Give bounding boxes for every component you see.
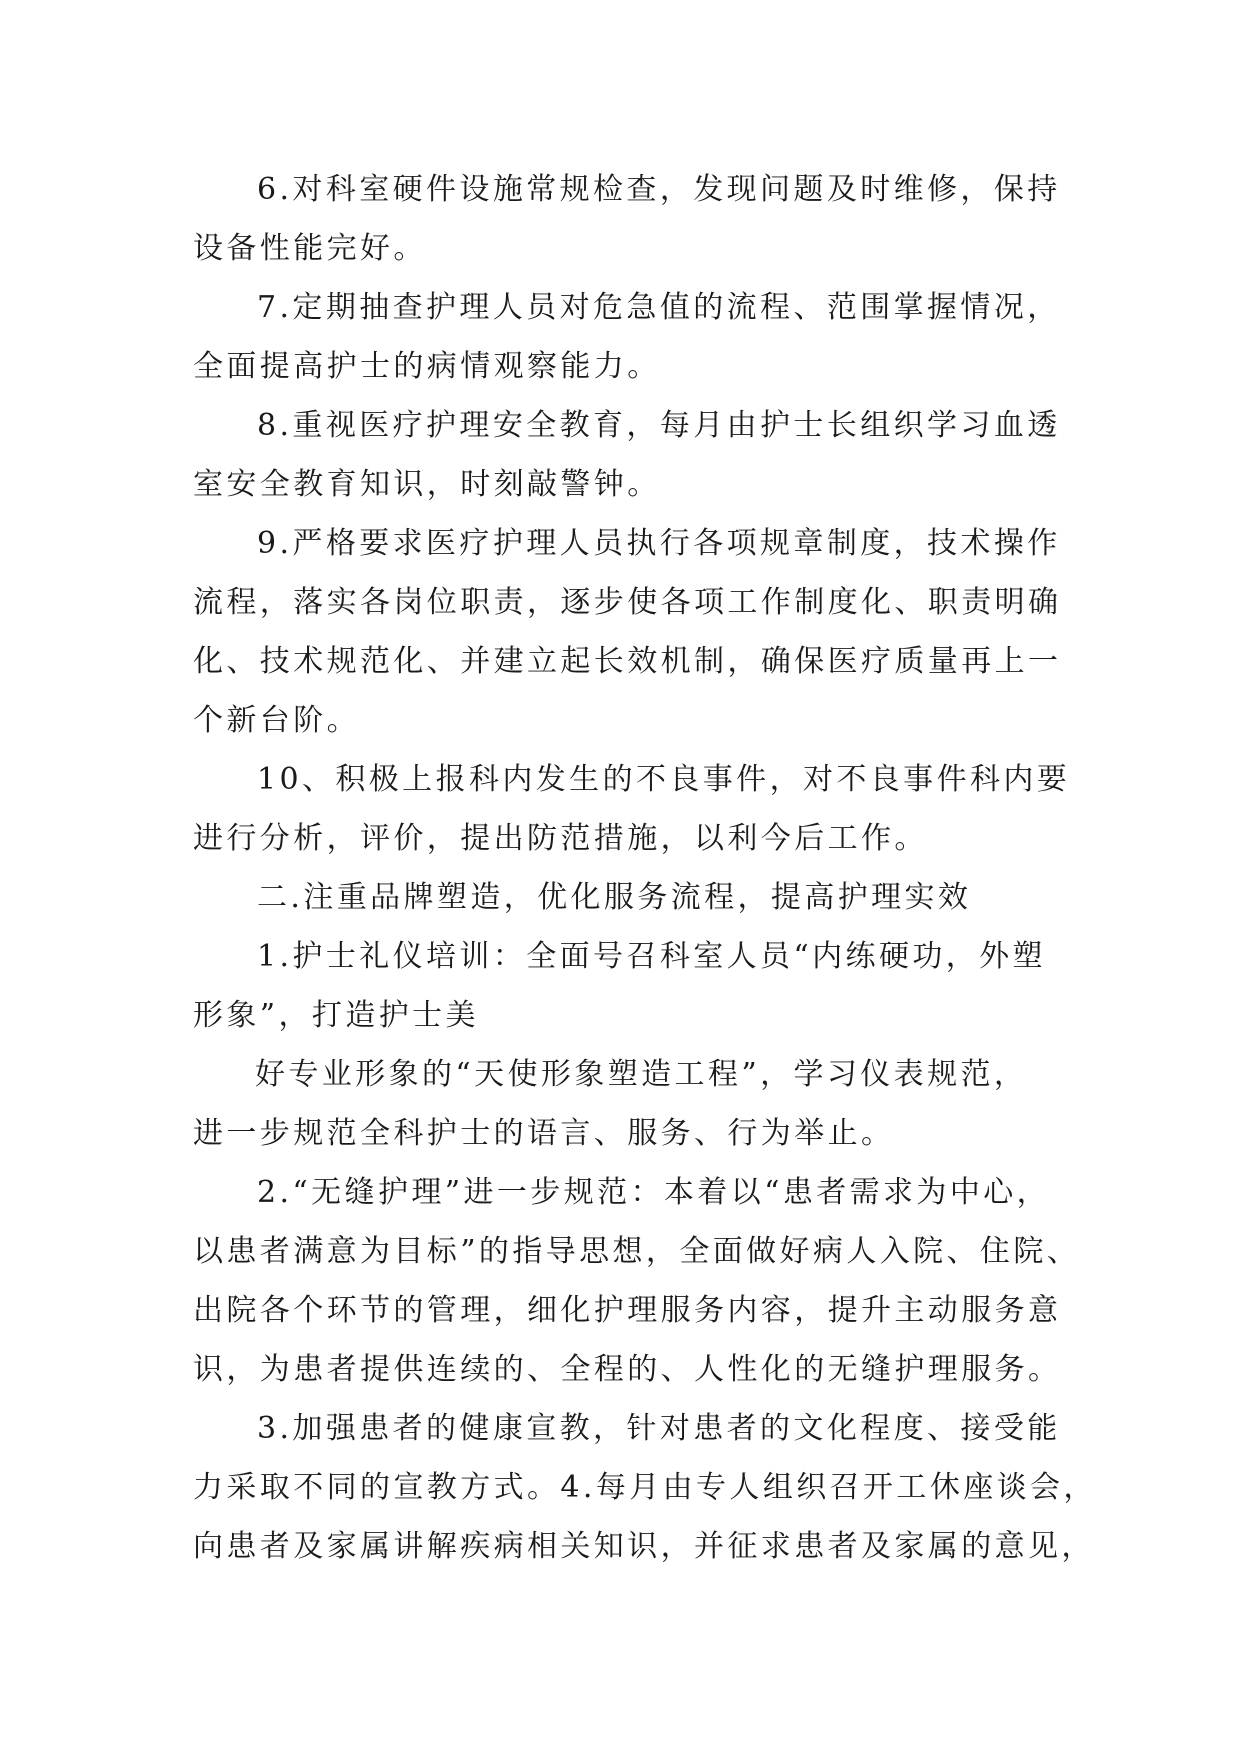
- text-line: 7.定期抽查护理人员对危急值的流程、范围掌握情况，: [257, 290, 1061, 325]
- text-line: 1.护士礼仪培训：全面号召科室人员“内练硬功，外塑: [257, 939, 1046, 974]
- text-line: 3.加强患者的健康宣教，针对患者的文化程度、接受能: [257, 1411, 1061, 1446]
- text-line: 以患者满意为目标”的指导思想，全面做好病人入院、住院、: [193, 1234, 1081, 1269]
- text-line: 个新台阶。: [193, 703, 360, 738]
- text-line: 形象”，打造护士美: [193, 998, 479, 1033]
- text-line: 出院各个环节的管理，细化护理服务内容，提升主动服务意: [193, 1293, 1062, 1328]
- text-line: 8.重视医疗护理安全教育，每月由护士长组织学习血透: [257, 408, 1061, 443]
- text-line: 进一步规范全科护士的语言、服务、行为举止。: [193, 1116, 895, 1151]
- text-line: 进行分析，评价，提出防范措施，以利今后工作。: [193, 821, 928, 856]
- text-line: 9.严格要求医疗护理人员执行各项规章制度，技术操作: [257, 526, 1061, 561]
- text-line: 力采取不同的宣教方式。4.每月由专人组织召开工休座谈会，: [193, 1470, 1097, 1505]
- section-heading: 二.注重品牌塑造，优化服务流程，提高护理实效: [257, 880, 972, 915]
- text-line: 6.对科室硬件设施常规检查，发现问题及时维修，保持: [257, 172, 1061, 207]
- text-line: 流程，落实各岗位职责，逐步使各项工作制度化、职责明确: [193, 585, 1062, 620]
- text-line: 化、技术规范化、并建立起长效机制，确保医疗质量再上一: [193, 644, 1062, 679]
- text-line: 2.“无缝护理”进一步规范：本着以“患者需求为中心，: [257, 1175, 1051, 1210]
- text-line: 识，为患者提供连续的、全程的、人性化的无缝护理服务。: [193, 1352, 1062, 1387]
- text-line: 设备性能完好。: [193, 231, 427, 266]
- text-line: 好专业形象的“天使形象塑造工程”，学习仪表规范，: [255, 1057, 1028, 1092]
- document-body: [193, 160, 1097, 1576]
- text-line: 室安全教育知识，时刻敲警钟。: [193, 467, 661, 502]
- text-line: 向患者及家属讲解疾病相关知识，并征求患者及家属的意见，: [193, 1529, 1095, 1564]
- text-line: 10、积极上报科内发生的不良事件，对不良事件科内要: [257, 762, 1071, 797]
- text-line: 全面提高护士的病情观察能力。: [193, 349, 661, 384]
